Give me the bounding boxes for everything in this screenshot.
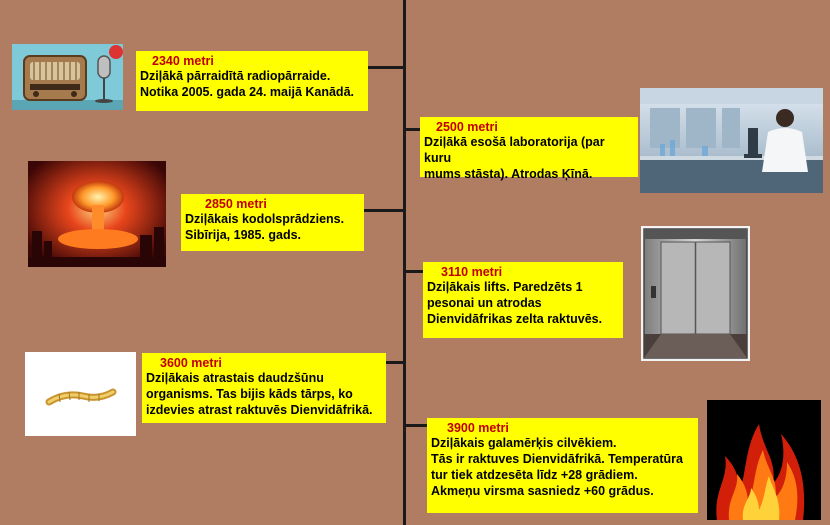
fire-icon — [707, 400, 821, 520]
explosion-icon — [28, 161, 166, 267]
timeline-axis — [403, 0, 406, 525]
event-description: Dziļākais lifts. Paredzēts 1 pesonai un atrodas Dienvidāfrikas zelta raktuvēs. — [427, 280, 603, 326]
elevator-icon — [641, 226, 750, 361]
event-depth: 2340 metri — [152, 54, 214, 68]
connector-line — [403, 128, 420, 131]
event-card — [136, 51, 368, 111]
radio-icon — [12, 44, 123, 110]
event-depth: 2850 metri — [205, 197, 267, 211]
event-depth: 3900 metri — [447, 421, 509, 435]
event-depth: 3600 metri — [160, 356, 222, 370]
laboratory-icon — [640, 88, 823, 193]
event-card — [420, 117, 638, 181]
worm-icon — [25, 352, 136, 436]
connector-line — [386, 361, 405, 364]
connector-line — [368, 66, 405, 69]
event-card — [427, 418, 698, 513]
event-description: Dziļākais atrastais daudzšūnu organisms. Tas bijis kāds tārps, ko izdevies atrast raktuvēs Dienvidāfrikā. — [146, 371, 373, 417]
event-depth: 2500 metri — [436, 120, 498, 134]
event-description: Dziļākā pārraidītā radiopārraide. Notika 2005. gada 24. maijā Kanādā. — [140, 69, 354, 99]
event-card — [423, 262, 623, 338]
event-description: Dziļākais galamērķis cilvēkiem. Tās ir raktuves Dienvidāfrikā. Temperatūra tur tiek atdzesēta līdz +28 grādiem. Akmeņu virsma sasniedz +60 grādus. — [431, 436, 683, 498]
event-card — [142, 353, 386, 423]
connector-line — [364, 209, 405, 212]
connector-line — [403, 270, 423, 273]
event-depth: 3110 metri — [441, 265, 503, 279]
event-description: Dziļākā esošā laboratorija (par kuru mums stāsta). Atrodas Ķīnā. — [424, 135, 605, 181]
event-description: Dziļākais kodolsprādziens. Sibīrija, 1985. gads. — [185, 212, 345, 242]
event-card — [181, 194, 364, 251]
connector-line — [403, 424, 427, 427]
